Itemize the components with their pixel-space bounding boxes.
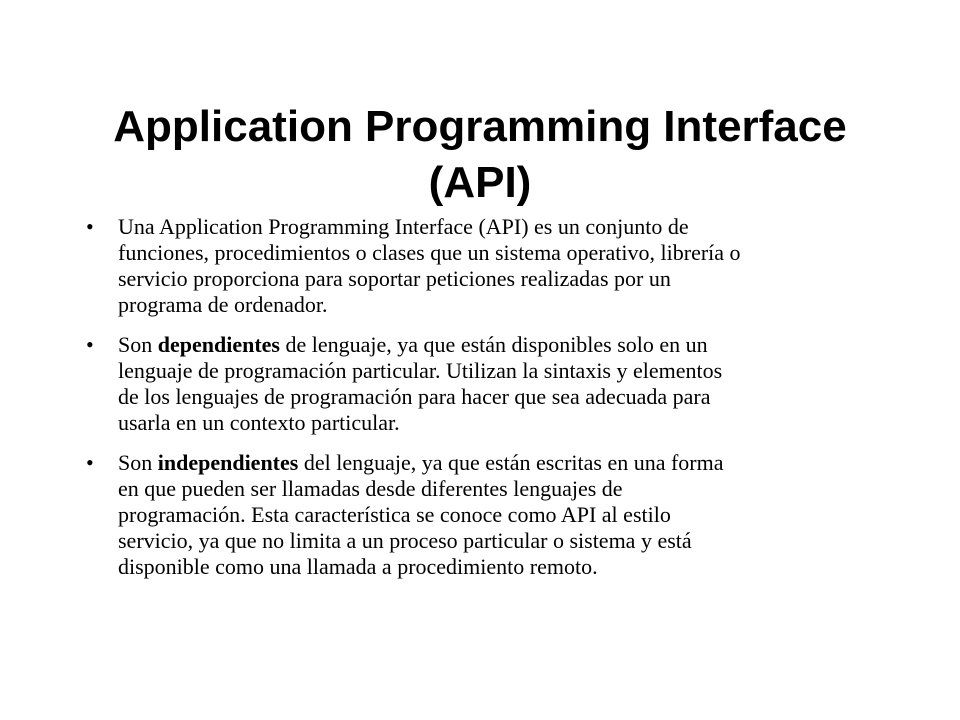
bullet-line bbox=[118, 450, 886, 476]
bullet-line: servicio proporciona para soportar peticiones realizadas por un bbox=[118, 266, 671, 291]
bullet-prefix: Son bbox=[118, 450, 158, 475]
bullet-text bbox=[118, 450, 886, 580]
bullet-line: funciones, procedimientos o clases que un sistema operativo, librería o bbox=[118, 240, 741, 265]
bullet-line-rest: de lenguaje, ya que están disponibles solo en un bbox=[280, 332, 708, 357]
bullet-line: servicio, ya que no limita a un proceso particular o sistema y está bbox=[118, 528, 692, 553]
bullet-icon: • bbox=[86, 214, 94, 239]
bullet-icon: • bbox=[86, 332, 94, 357]
bold-term-independent: independientes bbox=[157, 450, 299, 475]
bullet-item-dependent bbox=[86, 332, 886, 436]
bullet-text bbox=[118, 332, 886, 436]
title-line-1: Application Programming Interface bbox=[113, 102, 847, 152]
bullet-line bbox=[118, 332, 886, 358]
bullet-line: programación. Esta característica se conoce como API al estilo bbox=[118, 502, 671, 527]
bullet-line: usarla en un contexto particular. bbox=[118, 410, 400, 435]
bullet-item-independent bbox=[86, 450, 886, 580]
bullet-text bbox=[118, 214, 886, 318]
bullet-line: en que pueden ser llamadas desde diferentes lenguajes de bbox=[118, 476, 623, 501]
bullet-list bbox=[86, 214, 886, 594]
bullet-line: disponible como una llamada a procedimiento remoto. bbox=[118, 554, 598, 579]
slide-title bbox=[60, 99, 900, 211]
bullet-line: Una Application Programming Interface (API) es un conjunto de bbox=[118, 214, 689, 239]
bullet-item-definition bbox=[86, 214, 886, 318]
bullet-line: de los lenguajes de programación para hacer que sea adecuada para bbox=[118, 384, 711, 409]
bullet-prefix: Son bbox=[118, 332, 158, 357]
bullet-icon: • bbox=[86, 450, 94, 475]
bullet-line: lenguaje de programación particular. Utilizan la sintaxis y elementos bbox=[118, 358, 723, 383]
bold-term-dependent: dependientes bbox=[157, 332, 280, 357]
bullet-line: programa de ordenador. bbox=[118, 292, 328, 317]
bullet-line-rest: del lenguaje, ya que están escritas en una forma bbox=[298, 450, 724, 475]
title-line-2: (API) bbox=[428, 158, 532, 208]
